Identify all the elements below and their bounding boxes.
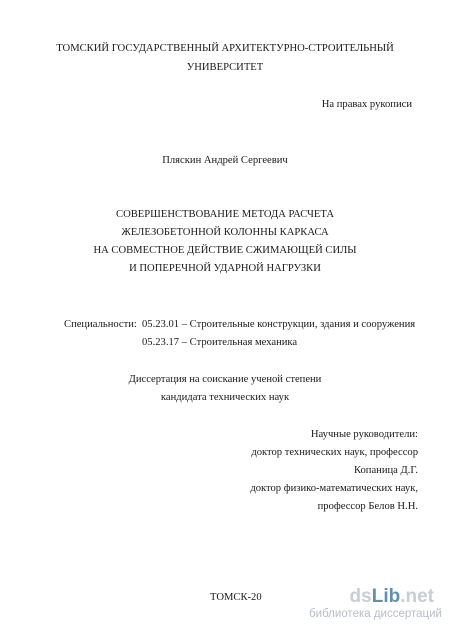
supervisor-line-4: профессор Белов Н.Н. — [317, 501, 418, 512]
institution-name-line-1: ТОМСКИЙ ГОСУДАРСТВЕННЫЙ АРХИТЕКТУРНО-СТРОИТЕЛЬНЫЙ — [56, 43, 394, 54]
specialty-item-2: 05.23.17 – Строительная механика — [142, 337, 298, 348]
logo-part-net: .net — [400, 586, 434, 607]
thesis-title-line-2: ЖЕЛЕЗОБЕТОННОЙ КОЛОННЫ КАРКАСА — [121, 227, 329, 238]
watermark-subtitle: библиотека диссертаций — [309, 608, 442, 620]
dslib-logo — [350, 586, 434, 608]
rights-note: На правах рукописи — [321, 99, 412, 110]
supervisor-line-2: Копаница Д.Г. — [353, 465, 418, 476]
author-name: Пляскин Андрей Сергеевич — [162, 155, 288, 166]
supervisor-line-1: доктор технических наук, профессор — [251, 447, 418, 458]
degree-line-1: Диссертация на соискание ученой степени — [128, 374, 322, 385]
supervisors-heading: Научные руководители: — [310, 429, 418, 440]
dslib-watermark — [270, 586, 446, 626]
specialties-label: Специальности: — [64, 319, 137, 330]
logo-part-lib: Lib — [371, 586, 401, 607]
city-year: ТОМСК-20 — [210, 592, 262, 603]
logo-part-ds: ds — [349, 586, 372, 607]
degree-line-2: кандидата технических наук — [160, 392, 290, 403]
specialty-item-1: 05.23.01 – Строительные конструкции, здания и сооружения — [142, 319, 416, 330]
thesis-title-line-1: СОВЕРШЕНСТВОВАНИЕ МЕТОДА РАСЧЕТА — [116, 209, 334, 220]
institution-name-line-2: УНИВЕРСИТЕТ — [186, 62, 264, 73]
thesis-title-line-4: И ПОПЕРЕЧНОЙ УДАРНОЙ НАГРУЗКИ — [129, 263, 321, 274]
supervisor-line-3: доктор физико-математических наук, — [250, 483, 418, 494]
thesis-title-line-3: НА СОВМЕСТНОЕ ДЕЙСТВИЕ СЖИМАЮЩЕЙ СИЛЫ — [93, 245, 357, 256]
